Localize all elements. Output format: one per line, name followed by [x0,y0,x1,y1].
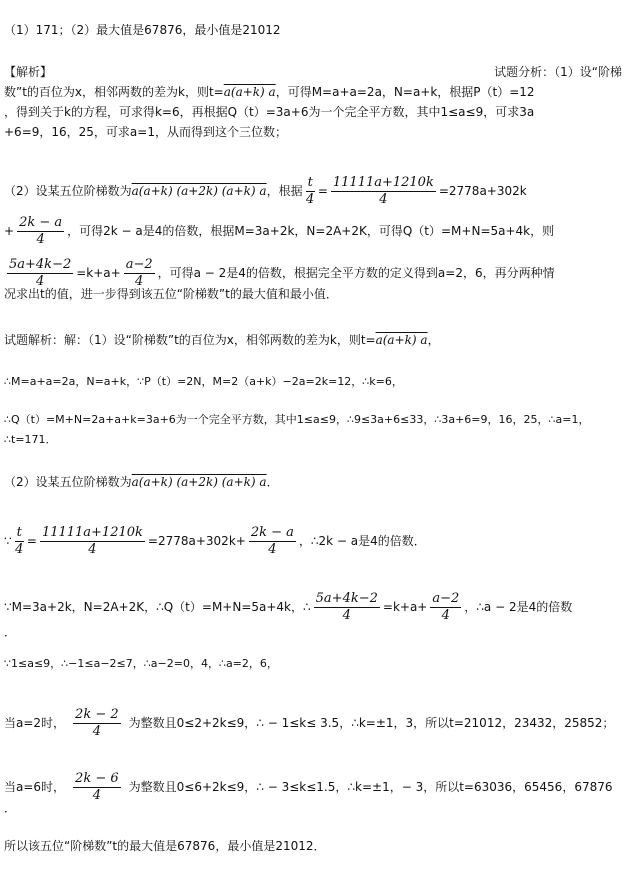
text: 当a=6时， [4,780,66,794]
denominator: 4 [92,788,101,803]
fraction [430,592,461,623]
fraction [73,708,121,739]
denominator: 4 [88,542,97,557]
fraction [124,258,155,289]
text: ，可得a − 2是4的倍数，根据完全平方数的定义得到a=2，6，再分两种情 [157,266,555,280]
numerator: 11111a+1210k [332,175,434,190]
analysis-title: 试题分析：（1）设“阶梯 [494,65,622,79]
analysis-label: 【解析】 [4,65,53,79]
numerator: 2k − a [19,215,63,230]
analysis-line-1 [4,84,535,100]
answer-line: （1）171；（2）最大值是67876，最小值是21012 [4,23,281,37]
text: ，∴2k − a是4的倍数． [298,534,426,548]
analysis-line-2: ，得到关于k的方程，可求得k=6，再根据Q（t）=3a+6为一个完全平方数，其中1≤a≤9，可求3a [4,105,535,119]
overline-number: a(a+k) (a+2k) (a+k) a [131,475,267,489]
overline-number: a(a+k) a [223,85,276,99]
denominator: 4 [15,542,24,557]
text: ，∴a − 2是4的倍数 [464,600,573,614]
analysis-part2-line-2 [4,216,554,247]
fraction [249,526,296,557]
solution-line-1 [4,332,440,348]
numerator: 11111a+1210k [41,525,143,540]
numerator: 5a+4k−2 [9,257,72,272]
text: ∵M=3a+2k，N=2A+2K，∴Q（t）=M+N=5a+4k，∴ [4,600,311,614]
text: =k+a+ [76,266,121,280]
text: ∵ [4,534,12,548]
denominator: 4 [268,542,277,557]
denominator: 4 [441,608,450,623]
solution-case-a2 [4,708,614,739]
numerator: a−2 [432,591,460,606]
text: = [317,184,328,198]
text: ． [266,475,279,489]
fraction [7,258,73,289]
numerator: 2k − 2 [75,707,119,722]
numerator: 2k − a [250,525,294,540]
text: 试题解析：解：（1）设“阶梯数”t的百位为x，相邻两数的差为k，则t= [4,333,376,347]
solution-part2-line-1 [4,474,279,490]
numerator: t [16,525,22,540]
text: 为整数且0≤6+2k≤9，∴ − 3≤k≤1.5，∴k=±1，− 3，所以t=63036，65456，67876 [128,780,613,794]
text: =k+a+ [382,600,428,614]
solution-case-a6-dot: ． [4,801,17,815]
fraction [331,176,436,207]
text: 当a=2时， [4,716,66,730]
numerator: 5a+4k−2 [315,591,378,606]
text: ，可得2k − a是4的倍数，根据M=3a+2k，N=2A+2K，可得Q（t）=M+N=5a+4k，则 [67,224,555,238]
solution-part2-line-2 [4,526,426,557]
denominator: 4 [135,274,144,289]
denominator: 4 [342,608,351,623]
overline-number: a(a+k) a [375,333,428,347]
analysis-line-3: +6=9，16，25，可求a=1，从而得到这个三位数； [4,125,287,139]
fraction [15,526,24,557]
solution-case-a6 [4,772,613,803]
text: （2）设某五位阶梯数为 [4,475,132,489]
solution-part2-line-3 [4,592,572,623]
numerator: a−2 [125,257,153,272]
denominator: 4 [379,192,388,207]
text: + [4,224,15,238]
solution-line-4: ∴t=171． [4,433,57,446]
analysis-part2-line-1 [4,176,527,207]
denominator: 4 [36,232,45,247]
solution-part2-line-4: ∵1≤a≤9，∴−1≤a−2≤7，∴a−2=0，4，∴a=2，6， [4,657,278,670]
numerator: 2k − 6 [75,771,119,786]
text: 数”t的百位为x，相邻两数的差为k，则t= [4,85,224,99]
fraction [314,592,380,623]
text: =2778a+302k+ [147,534,246,548]
text: =2778a+302k [438,184,527,198]
solution-part2-dot: ． [4,625,17,639]
text: （2）设某五位阶梯数为 [4,184,132,198]
denominator: 4 [35,274,45,289]
denominator: 4 [306,192,315,207]
fraction [306,176,315,207]
final-answer: 所以该五位“阶梯数”t的最大值是67876，最小值是21012． [4,839,326,853]
solution-line-3: ∴Q（t）=M+N=2a+a+k=3a+6为一个完全平方数，其中1≤a≤9，∴9≤3a+6≤33，∴3a+6=9，16，25，∴a=1， [4,413,590,426]
solution-line-2: ∴M=a+a=2a，N=a+k，∵P（t）=2N，M=2（a+k）−2a=2k=12，∴k=6， [4,375,403,388]
numerator: t [307,175,313,190]
analysis-part2-line-4: 况求出t的值，进一步得到该五位“阶梯数”t的最大值和最小值． [4,287,338,301]
text: = [26,534,37,548]
analysis-part2-line-3 [4,258,555,289]
overline-number: a(a+k) (a+2k) (a+k) a [131,184,267,198]
text: ，可得M=a+a=2a，N=a+k，根据P（t）=12 [275,85,535,99]
text: ， [427,333,440,347]
fraction [73,772,121,803]
text: 为整数且0≤2+2k≤9，∴ − 1≤k≤ 3.5，∴k=±1，3，所以t=21012，23432，25852； [128,716,615,730]
fraction [40,526,145,557]
denominator: 4 [92,724,101,739]
fraction [17,216,64,247]
text: ，根据 [266,184,303,198]
